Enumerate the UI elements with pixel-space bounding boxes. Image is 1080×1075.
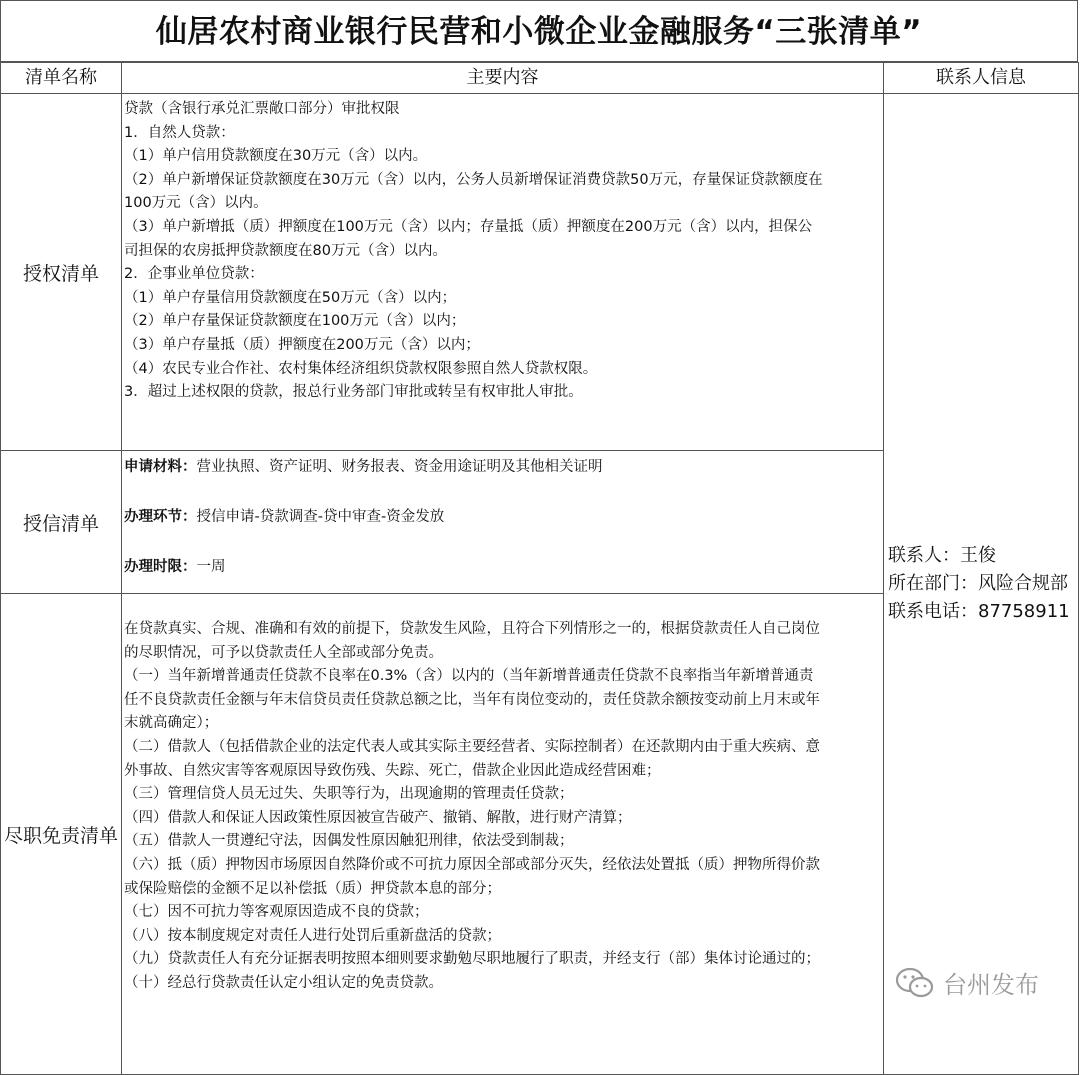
header-contact: 联系人信息	[884, 63, 1079, 94]
content-line: 1．自然人贷款：	[124, 124, 235, 141]
content-line: （四）借款人和保证人因政策性原因被宣告破产、撤销、解散，进行财产清算；	[124, 809, 632, 826]
content-line: 2．企事业单位贷款：	[124, 266, 264, 283]
content-line: 3．超过上述权限的贷款，报总行业务部门审批或转呈有权审批人审批。	[124, 384, 583, 401]
table-header-row	[1, 63, 1079, 94]
content-line: （二）借款人（包括借款企业的法定代表人或其实际主要经营者、实际控制者）在还款期内由于重大疾病、意	[124, 738, 820, 755]
table-row-authorization	[1, 94, 1079, 451]
credit-item-process	[124, 505, 881, 529]
content-line: （五）借款人一贯遵纪守法，因偶发性原因触犯刑律，依法受到制裁；	[124, 833, 574, 850]
content-line: 任不良贷款责任金额与年末信贷员责任贷款总额之比，当年有岗位变动的，责任贷款余额按变动前上月末或年	[124, 691, 820, 708]
content-line: （2）单户存量保证贷款额度在100万元（含）以内；	[124, 313, 466, 330]
credit-item-label: 办理时限：	[124, 559, 197, 575]
content-line: （2）单户新增保证贷款额度在30万元（含）以内，公务人员新增保证消费贷款50万元，存量保证贷款额度在	[124, 171, 823, 188]
content-line: （六）抵（质）押物因市场原因自然降价或不可抗力原因全部或部分灭失，经依法处置抵（质）押物所得价款	[124, 856, 820, 873]
content-line: （3）单户存量抵（质）押额度在200万元（含）以内；	[124, 336, 480, 353]
contact-phone: 联系电话：87758911	[888, 601, 1070, 622]
content-line: 的尽职情况，可予以贷款责任人全部或部分免责。	[124, 644, 443, 661]
content-line: （十）经总行贷款责任认定小组认定的免责贷款。	[124, 974, 443, 991]
list-table	[0, 62, 1079, 1075]
content-line: （三）管理信贷人员无过失、失职等行为，出现逾期的管理责任贷款；	[124, 786, 574, 803]
content-line: （八）按本制度规定对责任人进行处罚后重新盘活的贷款；	[124, 927, 501, 944]
row-name-authorization: 授权清单	[1, 94, 122, 451]
row-content-authorization	[122, 94, 884, 451]
content-line: （1）单户信用贷款额度在30万元（含）以内。	[124, 148, 428, 165]
credit-item-value: 营业执照、资产证明、财务报表、资金用途证明及其他相关证明	[196, 459, 603, 475]
credit-item-label: 申请材料：	[124, 459, 197, 475]
credit-item-value: 授信申请-贷款调查-贷中审查-资金发放	[196, 509, 445, 525]
content-line: （4）农民专业合作社、农村集体经济组织贷款权限参照自然人贷款权限。	[124, 360, 598, 377]
header-name: 清单名称	[1, 63, 122, 94]
content-line: 或保险赔偿的金额不足以补偿抵（质）押贷款本息的部分；	[124, 880, 501, 897]
credit-item-materials	[124, 455, 881, 479]
credit-item-label: 办理环节：	[124, 509, 197, 525]
credit-item-value: 一周	[196, 559, 226, 575]
wechat-icon	[895, 966, 935, 1000]
content-line: （一）当年新增普通责任贷款不良率在0.3%（含）以内的（当年新增普通责任贷款不良率指当年新增普通责	[124, 668, 814, 685]
row-name-credit: 授信清单	[1, 451, 122, 594]
header-content: 主要内容	[122, 63, 884, 94]
contact-info-cell	[884, 94, 1079, 1075]
watermark-text: 台州发布	[943, 971, 1039, 999]
content-line: 100万元（含）以内。	[124, 195, 268, 212]
page-title: 仙居农村商业银行民营和小微企业金融服务“三张清单”	[0, 0, 1078, 62]
content-line: 司担保的农房抵押贷款额度在80万元（含）以内。	[124, 242, 447, 259]
row-content-credit	[122, 451, 884, 594]
row-name-exemption: 尽职免责清单	[1, 594, 122, 1075]
content-line: 贷款（含银行承兑汇票敞口部分）审批权限	[124, 101, 400, 117]
content-line: 末就高确定）；	[124, 715, 219, 732]
content-line: （3）单户新增抵（质）押额度在100万元（含）以内；存量抵（质）押额度在200万元（含）以内，担保公	[124, 218, 813, 235]
content-line: 外事故、自然灾害等客观原因导致伤残、失踪、死亡，借款企业因此造成经营困难；	[124, 762, 661, 779]
watermark	[895, 965, 1039, 1000]
contact-person: 联系人：王俊	[888, 545, 996, 566]
credit-item-timelimit	[124, 555, 881, 579]
content-line: （1）单户存量信用贷款额度在50万元（含）以内；	[124, 289, 457, 306]
contact-department: 所在部门：风险合规部	[888, 573, 1068, 594]
row-content-exemption	[122, 594, 884, 1075]
content-line: （七）因不可抗力等客观原因造成不良的贷款；	[124, 904, 429, 921]
content-line: （九）贷款责任人有充分证据表明按照本细则要求勤勉尽职地履行了职责，并经支行（部）集体讨论通过的；	[124, 951, 820, 968]
content-line: 在贷款真实、合规、准确和有效的前提下，贷款发生风险，且符合下列情形之一的，根据贷款责任人自己岗位	[124, 621, 820, 637]
